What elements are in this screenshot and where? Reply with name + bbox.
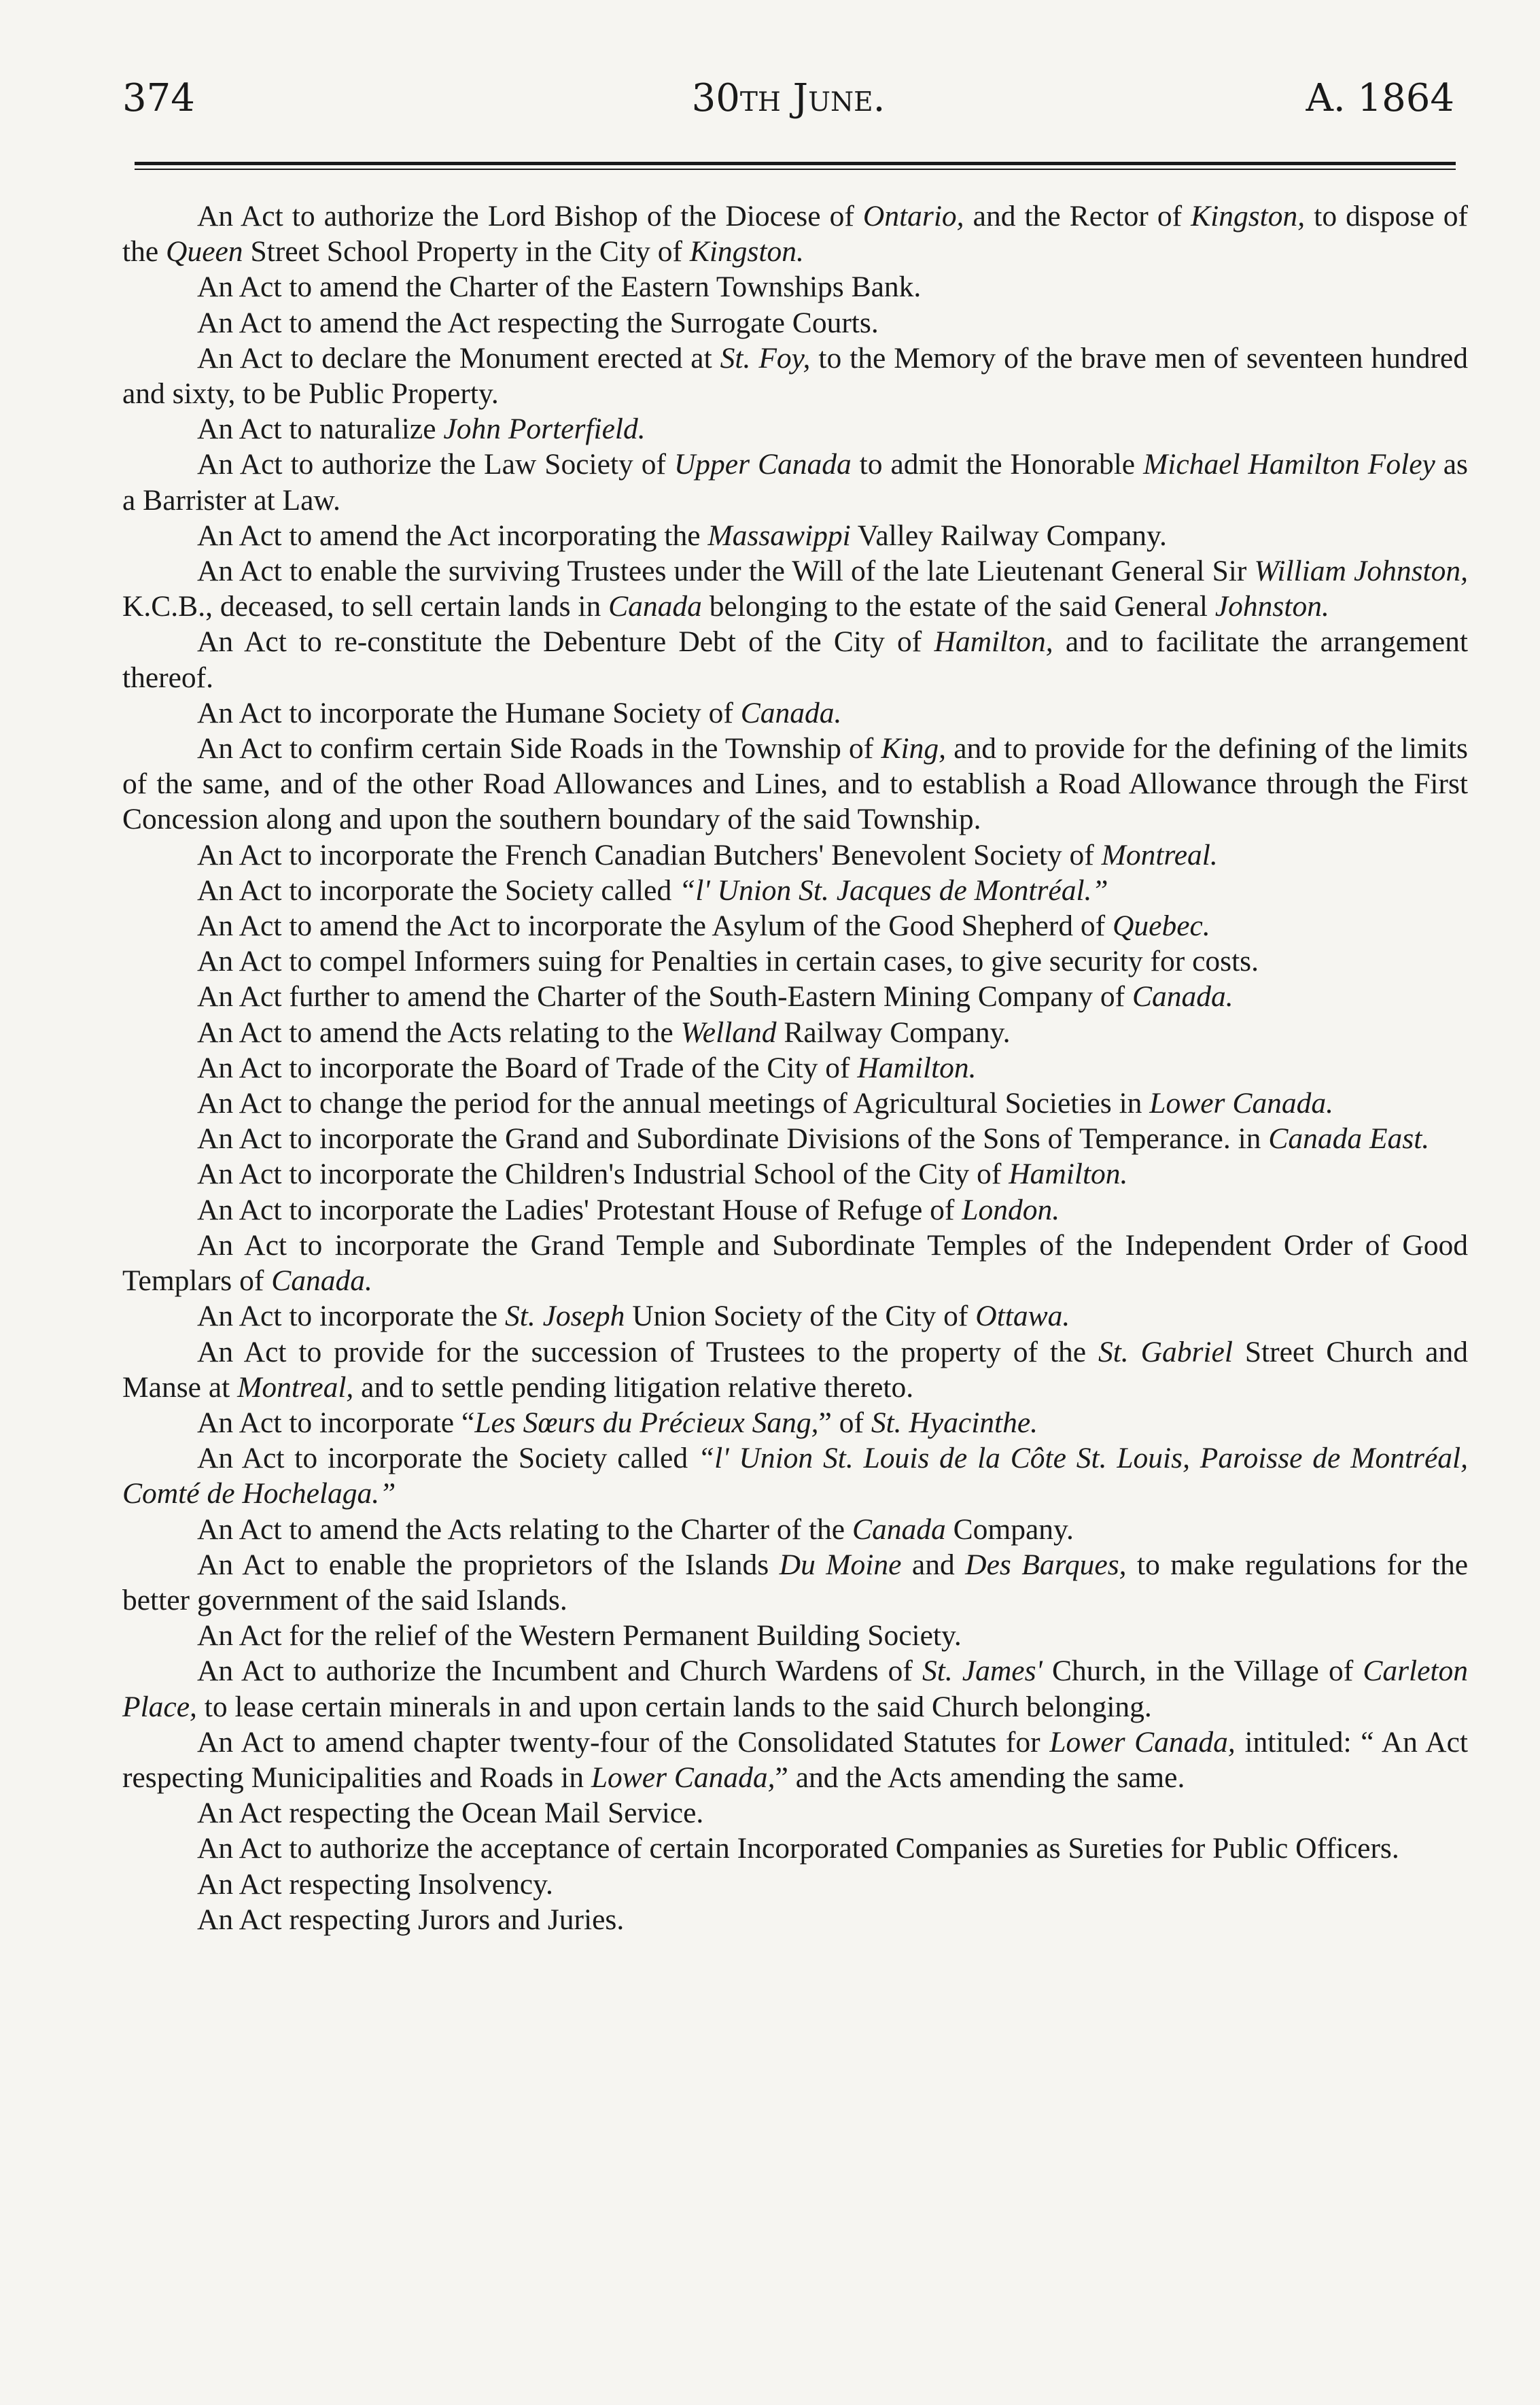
act-text-italic: Lower Canada, xyxy=(591,1761,775,1794)
act-text: An Act to naturalize xyxy=(197,413,444,446)
act-entry xyxy=(122,198,1468,269)
act-entry xyxy=(122,411,1468,447)
act-text: An Act to enable the proprietors of the Islands xyxy=(197,1548,780,1581)
act-entry xyxy=(122,624,1468,695)
act-text: An Act to confirm certain Side Roads in the Township of xyxy=(197,732,881,765)
act-text: An Act further to amend the Charter of the South-Eastern Mining Company of xyxy=(197,980,1132,1014)
act-text: An Act to amend the Acts relating to the xyxy=(197,1016,681,1049)
act-text: An Act to incorporate the Grand and Subordinate Divisions of the Sons of Temperance. in xyxy=(197,1122,1269,1156)
act-text: An Act to change the period for the annual meetings of Agricultural Societies in xyxy=(197,1087,1150,1120)
act-text: Union Society of the City of xyxy=(625,1300,976,1333)
act-text-italic: Les Sœurs du Précieux Sang, xyxy=(474,1406,819,1439)
header-rule xyxy=(135,162,1456,170)
act-text: An Act to incorporate the xyxy=(197,1300,505,1333)
act-text: An Act to amend the Act respecting the Surrogate Courts. xyxy=(197,306,879,339)
act-text: An Act to amend chapter twenty-four of the Consolidated Statutes for xyxy=(197,1725,1050,1759)
act-entry xyxy=(122,1405,1468,1440)
acts-list xyxy=(122,198,1468,1937)
act-text: An Act to incorporate the Society called xyxy=(197,1442,698,1475)
act-entry xyxy=(122,518,1468,553)
act-text: An Act to declare the Monument erected at xyxy=(197,341,720,375)
act-text: Street Church and Manse at xyxy=(122,1335,1468,1404)
act-text: An Act to amend the Act to incorporate the Asylum of the Good Shepherd of xyxy=(197,910,1113,943)
act-text-italic: St. Foy, xyxy=(720,341,811,375)
act-text: Railway Company. xyxy=(776,1016,1011,1049)
act-text: to admit the Honorable xyxy=(851,448,1144,481)
act-text: An Act to compel Informers suing for Penalties in certain cases, to give security for costs. xyxy=(197,945,1259,978)
act-entry xyxy=(122,1547,1468,1618)
act-text-italic: London. xyxy=(962,1193,1060,1226)
act-text: An Act to incorporate the Society called xyxy=(197,873,680,907)
act-text: and the Rector of xyxy=(964,200,1191,232)
act-entry xyxy=(122,731,1468,837)
act-text: An Act to incorporate the Children's Industrial School of the City of xyxy=(197,1158,1009,1191)
act-entry xyxy=(122,908,1468,944)
act-text: ” of xyxy=(818,1406,871,1439)
act-entry xyxy=(122,1192,1468,1228)
act-text: Company. xyxy=(945,1512,1074,1546)
act-text-italic: Kingston, xyxy=(1191,200,1306,232)
act-text-italic: Queen xyxy=(166,235,243,269)
act-text: An Act respecting Insolvency. xyxy=(197,1867,553,1901)
act-entry xyxy=(122,305,1468,341)
act-entry xyxy=(122,1121,1468,1156)
act-text: to make regulations for the better government of the said Islands. xyxy=(122,1548,1469,1616)
act-entry xyxy=(122,873,1468,908)
act-text: An Act to enable the surviving Trustees under the Will of the late Lieutenant General Sir xyxy=(197,555,1255,588)
act-text-italic: Canada xyxy=(852,1512,946,1546)
act-entry xyxy=(122,1050,1468,1086)
act-entry xyxy=(122,341,1468,411)
act-text: An Act to provide for the succession of Trustees to the property of the xyxy=(197,1335,1098,1368)
act-entry xyxy=(122,1156,1468,1192)
act-text-italic: John Porterfield. xyxy=(443,413,646,446)
act-text: An Act to incorporate the French Canadian Butchers' Benevolent Society of xyxy=(197,838,1102,871)
act-entry xyxy=(122,695,1468,731)
act-text: Street School Property in the City of xyxy=(243,235,690,269)
act-entry xyxy=(122,1618,1468,1653)
act-text: An Act to incorporate the Board of Trade of the City of xyxy=(197,1051,858,1084)
act-entry xyxy=(122,1015,1468,1050)
act-text-italic: Canada. xyxy=(271,1264,372,1298)
act-text: to lease certain minerals in and upon certain lands to the said Church belonging. xyxy=(196,1690,1152,1723)
act-entry xyxy=(122,1867,1468,1902)
act-text-italic: Canada xyxy=(608,590,702,623)
act-text-italic: Michael Hamilton Foley xyxy=(1143,448,1435,481)
act-text: Valley Railway Company. xyxy=(850,519,1167,552)
act-text-italic: Upper Canada xyxy=(673,448,852,481)
act-entry xyxy=(122,1902,1468,1937)
act-text-italic: Johnston. xyxy=(1214,590,1329,623)
act-text: An Act to re-constitute the Debenture Debt of the City of xyxy=(197,625,934,659)
act-text: Church, in the Village of xyxy=(1042,1655,1363,1688)
act-text: and to facilitate the arrangement thereof. xyxy=(122,625,1469,694)
act-text: An Act to authorize the Lord Bishop of the Diocese of xyxy=(197,200,863,232)
act-entry xyxy=(122,979,1468,1014)
act-entry xyxy=(122,837,1468,873)
act-text-italic: Des Barques, xyxy=(965,1548,1127,1581)
act-text: An Act to incorporate “ xyxy=(197,1406,475,1439)
act-text-italic: Welland xyxy=(680,1016,777,1049)
act-entry xyxy=(122,1086,1468,1121)
act-text: and xyxy=(901,1548,966,1581)
act-text-italic: Montreal. xyxy=(1101,838,1218,871)
act-text-italic: Quebec. xyxy=(1113,910,1210,943)
act-text-italic: Ontario, xyxy=(862,200,964,232)
act-entry xyxy=(122,1512,1468,1547)
act-text: belonging to the estate of the said General xyxy=(701,590,1215,623)
act-text-italic: Canada. xyxy=(740,696,842,729)
header-date: 30th June. xyxy=(691,76,886,120)
act-text-italic: Canada. xyxy=(1132,980,1233,1014)
act-text-italic: St. Gabriel xyxy=(1098,1335,1233,1368)
act-entry xyxy=(122,1653,1468,1724)
act-entry xyxy=(122,1228,1468,1298)
act-text-italic: William Johnston, xyxy=(1254,555,1468,588)
act-text: An Act to amend the Act incorporating the xyxy=(197,519,708,552)
act-text-italic: Canada East. xyxy=(1268,1122,1430,1156)
act-entry xyxy=(122,1298,1468,1334)
act-text: intituled: “ An Act respecting Municipalities and Roads in xyxy=(122,1725,1468,1794)
act-text-italic: Hamilton. xyxy=(1009,1158,1128,1191)
act-text-italic: King, xyxy=(881,732,947,765)
act-entry xyxy=(122,269,1468,305)
act-text: An Act to amend the Acts relating to the Charter of the xyxy=(197,1512,852,1546)
act-text: to dispose of the xyxy=(122,200,1468,269)
act-text: An Act for the relief of the Western Permanent Building Society. xyxy=(197,1619,962,1653)
act-entry xyxy=(122,553,1468,624)
act-text-italic: Montreal, xyxy=(237,1370,354,1404)
act-text: K.C.B., deceased, to sell certain lands in xyxy=(122,590,609,623)
act-text-italic: Carleton Place, xyxy=(122,1655,1468,1723)
act-text-italic: “l' Union St. Jacques de Montréal.” xyxy=(679,873,1108,907)
act-text: An Act respecting the Ocean Mail Service. xyxy=(197,1797,704,1830)
act-text-italic: “l' Union St. Louis de la Côte St. Louis, Paroisse de Montréal, Comté de Hochelaga.” xyxy=(122,1442,1468,1510)
act-text-italic: Du Moine xyxy=(779,1548,902,1581)
running-header xyxy=(122,75,1454,129)
act-entry xyxy=(122,447,1468,517)
act-text: An Act to authorize the acceptance of certain Incorporated Companies as Sureties for Public Officers. xyxy=(197,1832,1399,1865)
act-text: to the Memory of the brave men of seventeen hundred and sixty, to be Public Property. xyxy=(122,341,1468,411)
header-year: A. 1864 xyxy=(1306,76,1454,120)
act-text: An Act to authorize the Law Society of xyxy=(197,448,674,481)
act-entry xyxy=(122,1440,1468,1511)
act-text: An Act to authorize the Incumbent and Church Wardens of xyxy=(197,1655,922,1688)
act-text: ” and the Acts amending the same. xyxy=(775,1761,1185,1794)
act-entry xyxy=(122,1831,1468,1866)
act-text: An Act to incorporate the Humane Society of xyxy=(197,696,741,729)
act-text-italic: Lower Canada, xyxy=(1049,1725,1236,1759)
act-text-italic: Kingston. xyxy=(689,235,804,269)
page-number: 374 xyxy=(122,76,195,120)
act-text: as a Barrister at Law. xyxy=(122,448,1468,517)
act-text-italic: Hamilton, xyxy=(934,625,1053,659)
act-text-italic: Ottawa. xyxy=(975,1300,1070,1333)
act-entry xyxy=(122,1795,1468,1831)
act-text-italic: Hamilton. xyxy=(857,1051,977,1084)
act-text-italic: St. James' xyxy=(922,1655,1043,1688)
act-text-italic: Lower Canada. xyxy=(1149,1087,1334,1120)
act-text: An Act to incorporate the Grand Temple and Subordinate Temples of the Independent Order of Good Templars of xyxy=(122,1228,1468,1298)
act-entry xyxy=(122,944,1468,979)
act-text-italic: Massawippi xyxy=(707,519,851,552)
act-text-italic: St. Hyacinthe. xyxy=(871,1406,1038,1439)
act-text: An Act to incorporate the Ladies' Protestant House of Refuge of xyxy=(197,1193,962,1226)
act-text: An Act to amend the Charter of the Eastern Townships Bank. xyxy=(197,271,922,304)
act-text: and to settle pending litigation relative thereto. xyxy=(353,1370,914,1404)
act-text: An Act respecting Jurors and Juries. xyxy=(197,1903,625,1936)
act-entry xyxy=(122,1334,1468,1405)
act-text-italic: St. Joseph xyxy=(505,1300,625,1333)
act-text: and to provide for the defining of the limits of the same, and of the other Road Allowances and Lines, and to establish a Road Allowance through the First Concession along and upon the southern boundary of the said Township. xyxy=(122,732,1468,836)
act-entry xyxy=(122,1725,1468,1795)
